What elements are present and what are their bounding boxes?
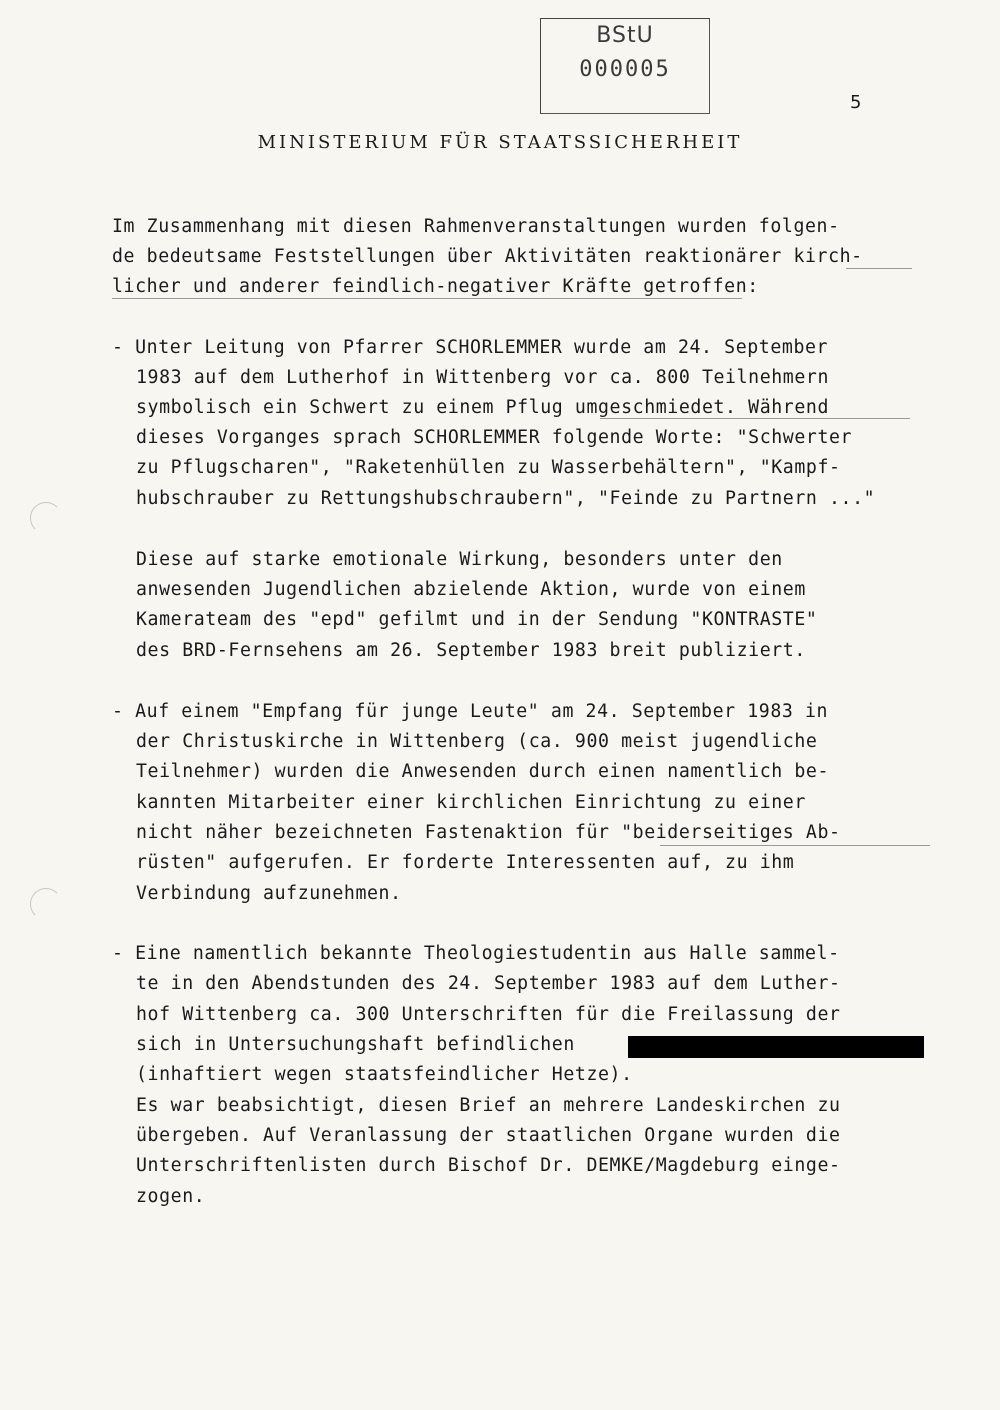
item-2-line: rüsten" aufgerufen. Er forderte Interessenten auf, zu ihm xyxy=(136,852,795,873)
page-title: MINISTERIUM FÜR STAATSSICHERHEIT xyxy=(257,132,743,153)
item-3-line: Es war beabsichtigt, diesen Brief an mehrere Landeskirchen zu xyxy=(136,1095,841,1116)
item-1-line: - Unter Leitung von Pfarrer SCHORLEMMER wurde am 24. September xyxy=(112,337,829,358)
intro-line: Im Zusammenhang mit diesen Rahmenveranstaltungen wurden folgen- xyxy=(112,216,840,237)
item-3-line: übergeben. Auf Veranlassung der staatlichen Organe wurden die xyxy=(136,1125,841,1146)
stamp-archive-label: BStU xyxy=(596,23,654,48)
item-2-line: Verbindung aufzunehmen. xyxy=(136,883,402,904)
item-2-line: der Christuskirche in Wittenberg (ca. 900 meist jugendliche xyxy=(136,731,818,752)
redaction-bar xyxy=(628,1036,924,1058)
item-1-line: zu Pflugscharen", "Raketenhüllen zu Wasserbehältern", "Kampf- xyxy=(136,457,841,478)
item-1-followup-line: Kamerateam des "epd" gefilmt und in der Sendung "KONTRASTE" xyxy=(136,609,818,630)
item-1-line: 1983 auf dem Lutherhof in Wittenberg vor ca. 800 Teilnehmern xyxy=(136,367,829,388)
pencil-underline xyxy=(660,845,930,846)
item-3-line: - Eine namentlich bekannte Theologiestudentin aus Halle sammel- xyxy=(112,943,840,964)
item-1-line: dieses Vorganges sprach SCHORLEMMER folgende Worte: "Schwerter xyxy=(136,427,853,448)
item-2-line: kannten Mitarbeiter einer kirchlichen Einrichtung zu einer xyxy=(136,792,806,813)
item-1-line: symbolisch ein Schwert zu einem Pflug umgeschmiedet. Während xyxy=(136,397,829,418)
item-3-line: zogen. xyxy=(136,1186,206,1207)
pencil-underline xyxy=(600,418,910,419)
item-2-line: nicht näher bezeichneten Fastenaktion für "beiderseitiges Ab- xyxy=(136,822,841,843)
item-3-line: Unterschriftenlisten durch Bischof Dr. DEMKE/Magdeburg einge- xyxy=(136,1155,841,1176)
item-1-followup-line: anwesenden Jugendlichen abzielende Aktion, wurde von einem xyxy=(136,579,806,600)
page-number: 5 xyxy=(850,92,862,113)
stamp-page-number: 000005 xyxy=(579,57,671,82)
pencil-underline xyxy=(846,268,912,269)
item-3-line: te in den Abendstunden des 24. September 1983 auf dem Luther- xyxy=(136,973,841,994)
item-1-line: hubschrauber zu Rettungshubschraubern", "Feinde zu Partnern ..." xyxy=(136,488,876,509)
item-3-line: (inhaftiert wegen staatsfeindlicher Hetze). xyxy=(136,1064,633,1085)
archive-stamp xyxy=(540,18,710,114)
item-1-followup-line: Diese auf starke emotionale Wirkung, besonders unter den xyxy=(136,549,783,570)
intro-line: licher und anderer feindlich-negativer Kräfte getroffen: xyxy=(112,276,759,297)
item-1-followup-line: des BRD-Fernsehens am 26. September 1983 breit publiziert. xyxy=(136,640,806,661)
item-2-line: Teilnehmer) wurden die Anwesenden durch einen namentlich be- xyxy=(136,761,829,782)
item-2-line: - Auf einem "Empfang für junge Leute" am 24. September 1983 in xyxy=(112,701,829,722)
pencil-underline xyxy=(112,298,742,299)
intro-line: de bedeutsame Feststellungen über Aktivitäten reaktionärer kirch- xyxy=(112,246,863,267)
item-3-line: hof Wittenberg ca. 300 Unterschriften für die Freilassung der xyxy=(136,1004,841,1025)
punch-hole-bottom xyxy=(30,888,62,920)
punch-hole-top xyxy=(30,502,62,534)
item-3-line: sich in Untersuchungshaft befindlichen xyxy=(136,1034,575,1055)
